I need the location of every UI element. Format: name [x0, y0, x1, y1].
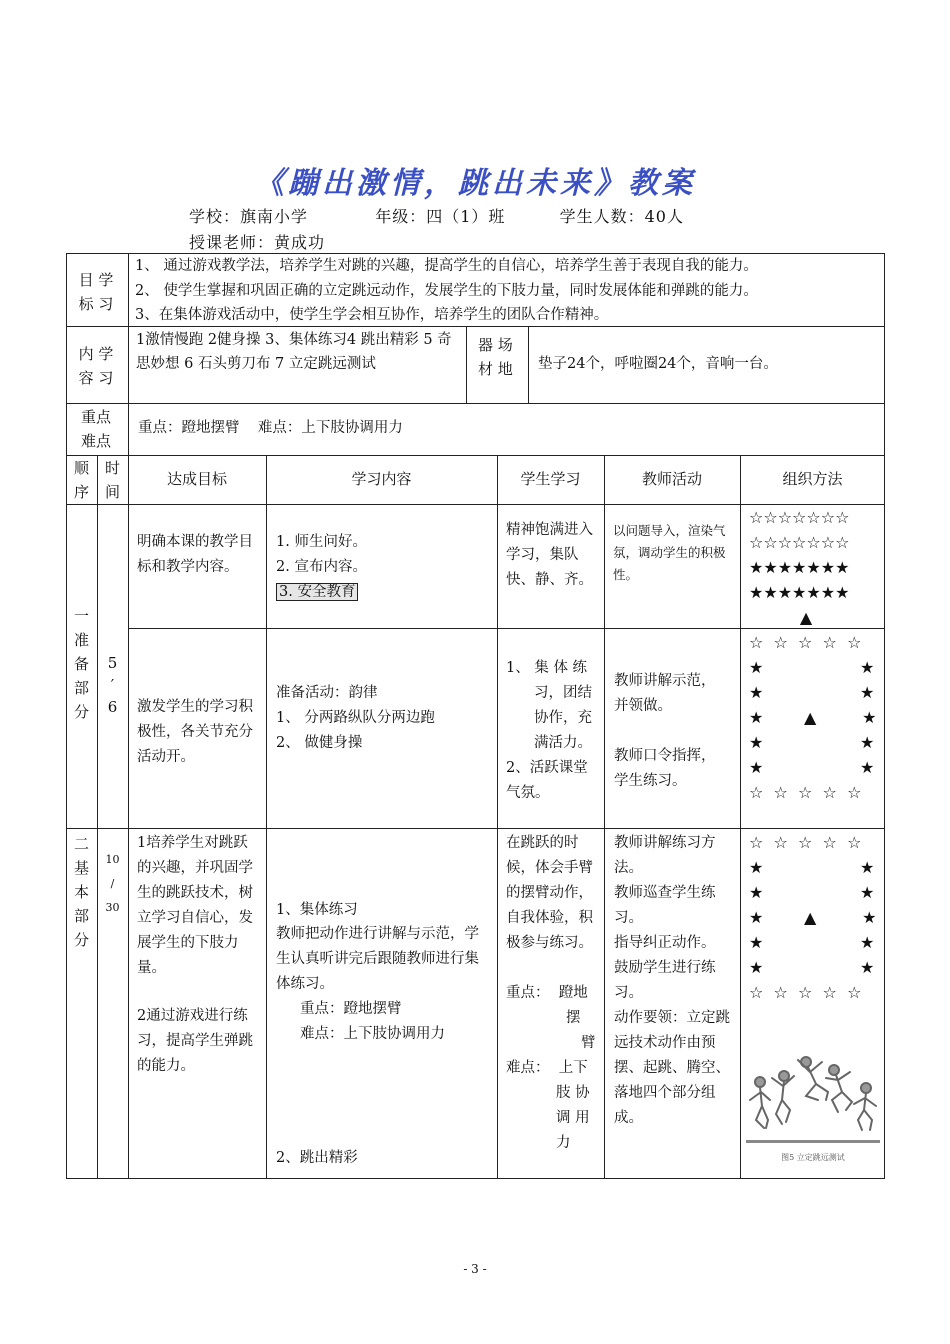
part2-teacher-4: 鼓励学生进行练习。 — [614, 960, 716, 1001]
part2-goal-1: 1培养学生对跳跃的兴趣，并巩固学生的跳跃技术，树立学习自信心，发展学生的下肢力量。 — [137, 835, 253, 976]
part1-name: 一 准 备 部 分 — [73, 607, 89, 721]
part1-row2-teacher-1: 教师讲解示范， — [614, 673, 716, 689]
part2-student-focus-2: 摆 — [566, 1010, 581, 1026]
part2-time: 10 / 30 — [105, 853, 120, 914]
part1-row1-goal: 明确本课的教学目标和教学内容。 — [137, 534, 253, 575]
part2-student-diff-2: 肢 协 — [556, 1085, 590, 1101]
header-teacher: 教师活动 — [641, 470, 702, 488]
equipment-label: 器 场 材 地 — [478, 336, 513, 378]
part2-study-1: 1、集体练习 — [276, 902, 358, 918]
part1-row2-goal: 激发学生的学习积极性，各关节充分活动开。 — [137, 699, 253, 765]
part1-row1-study-2: 2. 宣布内容。 — [276, 559, 367, 575]
header-order: 顺 序 — [73, 459, 89, 501]
part2-student: 在跳跃的时候，体会手臂的摆臂动作，自我体验，积极参与练习。 — [506, 835, 593, 951]
part1-time: 5 ′ 6 — [107, 654, 118, 716]
part1-row2-student-1: 1、 集 体 练 — [506, 660, 588, 676]
figure-caption: 图5 立定跳远测试 — [781, 1153, 845, 1162]
part2-teacher-1: 教师讲解练习方法。 — [614, 835, 716, 876]
part1-row2-student-4: 满活力。 — [534, 735, 592, 751]
goals-label: 目 学 标 习 — [78, 271, 114, 313]
equipment-text: 垫子24个，呼啦圈24个，音响一台。 — [538, 356, 778, 372]
goal-line-3: 3、在集体游戏活动中，使学生学会相互协作，培养学生的团队合作精神。 — [135, 307, 609, 323]
part2-student-focus-1: 重点： 蹬地 — [506, 985, 588, 1001]
goal-line-2: 2、 使学生掌握和巩固正确的立定跳远动作，发展学生的下肢力量，同时发展体能和弹跳的能力。 — [135, 283, 758, 299]
part1-row2-study-3: 2、 做健身操 — [276, 735, 363, 751]
part1-row1-teacher: 以问题导入，渲染气氛，调动学生的积极性。 — [613, 523, 726, 582]
focus-label: 重点 难点 — [80, 408, 111, 450]
long-jump-illustration — [746, 1048, 880, 1148]
page-number: - 3 - — [463, 1262, 487, 1276]
part1-row1-student: 精神饱满进入学习，集队快、静、齐。 — [506, 522, 593, 588]
school: 学校：旗南小学 — [189, 207, 309, 226]
part2-study-difficulty: 难点：上下肢协调用力 — [300, 1026, 445, 1042]
part1-row2-formation: ☆ ☆ ☆ ☆ ☆ ★ ★ ★ ★ ★ ▲ ★ ★ ★ ★ ★ ☆ ☆ ☆ ☆ ☆ — [749, 633, 877, 802]
part1-row1-formation: ☆☆☆☆☆☆☆ ☆☆☆☆☆☆☆ ★★★★★★★ ★★★★★★★ ▲ — [749, 508, 850, 627]
part2-teacher-5: 动作要领：立定跳远技术动作由预摆、起跳、腾空、落地四个部分组成。 — [614, 1010, 730, 1126]
teacher-name: 授课老师：黄成功 — [189, 233, 326, 252]
student-count: 学生人数：40人 — [559, 207, 684, 226]
long-jump-figure — [746, 1048, 880, 1162]
part2-study-focus: 重点：蹬地摆臂 — [300, 1001, 402, 1017]
header-study: 学习内容 — [351, 470, 412, 488]
part2-teacher-3: 指导纠正动作。 — [614, 935, 716, 951]
part1-row2-study-2: 1、 分两路纵队分两边跑 — [276, 710, 435, 726]
part1-row1-study-1: 1. 师生问好。 — [276, 534, 367, 550]
header-org: 组织方法 — [782, 470, 843, 488]
part2-student-diff-3: 调 用 — [556, 1110, 590, 1126]
safety-education-highlight: 3. 安全教育 — [276, 583, 358, 601]
part1-row2-teacher-2: 并领做。 — [614, 698, 672, 714]
goal-line-1: 1、 通过游戏教学法，培养学生对跳的兴趣，提高学生的自信心，培养学生善于表现自我的能力。 — [135, 258, 758, 274]
part2-student-diff-1: 难点： 上下 — [506, 1060, 588, 1076]
part2-formation: ☆ ☆ ☆ ☆ ☆ ★ ★ ★ ★ ★ ▲ ★ ★ ★ ★ ★ ☆ ☆ ☆ ☆ ☆ — [749, 833, 877, 1002]
part2-study-2: 教师把动作进行讲解与示范，学生认真听讲完后跟随教师进行集体练习。 — [276, 926, 479, 992]
header-student: 学生学习 — [520, 470, 581, 488]
part2-goal-2: 2通过游戏进行练习，提高学生弹跳的能力。 — [137, 1008, 253, 1074]
grade: 年级：四（1）班 — [375, 207, 506, 226]
content-text: 1激情慢跑 2健身操 3、集体练习4 跳出精彩 5 奇思妙想 6 石头剪刀布 7 立定跳远测试 — [136, 332, 452, 372]
content-label: 内 学 容 习 — [78, 345, 114, 387]
part1-row2-study-1: 准备活动：韵律 — [276, 685, 378, 701]
header-time: 时 间 — [104, 459, 120, 501]
part1-row2-teacher-4: 教师口令指挥， — [614, 748, 716, 764]
part1-row2-student-6: 气氛。 — [506, 785, 550, 801]
page-title: 《蹦出激情，跳出未来》教案 — [254, 166, 696, 201]
part1-row2-teacher-5: 学生练习。 — [614, 773, 687, 789]
focus-text: 重点：蹬地摆臂 难点：上下肢协调用力 — [138, 420, 403, 436]
header-goal: 达成目标 — [166, 470, 227, 488]
part2-teacher-2: 教师巡查学生练习。 — [614, 885, 716, 926]
part1-row2-student-5: 2、活跃课堂 — [506, 760, 588, 776]
part2-study-last: 2、跳出精彩 — [276, 1150, 358, 1166]
part2-name: 二 基 本 部 分 — [73, 835, 89, 949]
part2-student-diff-4: 力 — [556, 1135, 571, 1151]
part2-student-focus-3: 臂 — [581, 1035, 596, 1051]
part1-row2-student-2: 习，团结 — [534, 685, 592, 701]
meta-line-1 — [189, 204, 684, 227]
part1-row2-student-3: 协作，充 — [534, 710, 592, 726]
